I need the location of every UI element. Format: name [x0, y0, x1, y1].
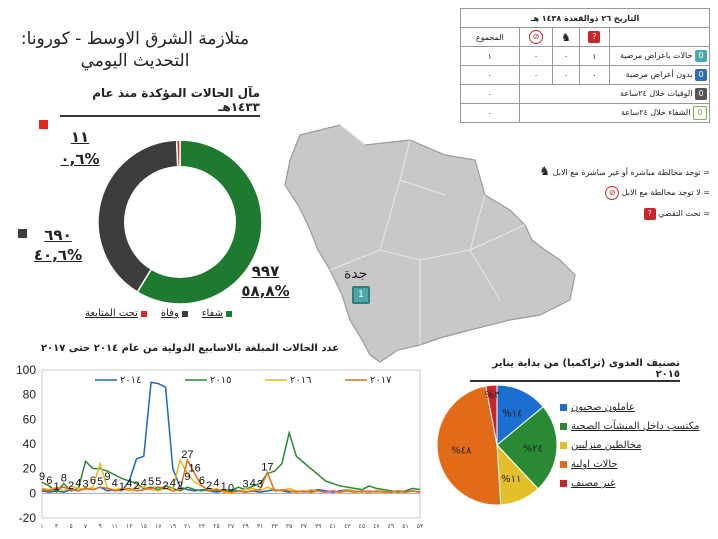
data-label: 17: [261, 461, 274, 474]
pie-label: %١١: [501, 474, 522, 486]
stats-date: التاريخ ٢٦ ذوالقعدة ١٤٣٨ هـ: [461, 9, 710, 28]
stats-table: [460, 8, 710, 123]
followup-pct: %٠,٦: [60, 150, 100, 168]
death-count: ٦٩٠: [44, 226, 72, 244]
data-label: 2: [206, 479, 213, 492]
data-label: 3: [257, 478, 264, 491]
data-label: 2: [162, 479, 169, 492]
title-line-2: التحديث اليومي: [80, 51, 190, 71]
pie-label: %٢٤: [522, 443, 544, 455]
table-row: 0 بدون أعراض مرضية ٠ ٠ ٠ ٠: [461, 66, 710, 85]
data-label: 5: [155, 476, 162, 489]
donut-title: مآل الحالات المؤكدة منذ عام ١٤٣٣هـ: [60, 86, 260, 117]
x-tick-label: ٣٩: [315, 523, 322, 530]
pie-chart: [432, 380, 562, 510]
key-investigation: = تحت التقصي ?: [470, 208, 710, 220]
table-row: 0 حالات باعراض مرضية ١ ٠ ٠ ١: [461, 47, 710, 66]
x-tick-label: ٤٥: [358, 523, 366, 530]
x-tick-label: ٣١: [256, 523, 264, 530]
death-pct: %٤٠,٦: [33, 246, 83, 264]
camel-icon: ♞: [539, 164, 551, 178]
pie-legend-item: [560, 455, 715, 474]
pie-legend-label: عاملون صحيون: [571, 402, 635, 413]
plot-frame: [42, 370, 420, 518]
title-line-1: متلازمة الشرق الاوسط - كورونا:: [20, 29, 250, 49]
map-shape: [285, 125, 575, 362]
data-label: 2: [133, 479, 140, 492]
pie-legend-swatch: [560, 404, 567, 411]
data-label: 2: [68, 479, 75, 492]
x-tick-label: ٤٩: [387, 523, 395, 530]
x-tick-label: ٥: [69, 523, 73, 530]
map-city-label: جدة: [344, 266, 368, 282]
x-tick-label: ٣٥: [285, 523, 293, 530]
y-tick-label: 0: [29, 486, 36, 501]
legend-label-1: ٢٠١٥: [210, 375, 232, 386]
legend-label-3: ٢٠١٧: [370, 375, 392, 386]
key-nocamel: = لا توجد مخالطة مع الابل ⊘: [470, 186, 710, 200]
table-row: 0 الوفيات خلال ٢٤ساعة ٠: [461, 85, 710, 104]
pie-title: تصنيف العدوى (تراكميا) من بداية يناير ٢٠١٥: [470, 358, 680, 382]
x-tick-label: ٤١: [329, 523, 336, 530]
legend-death: وفاة: [161, 308, 188, 319]
y-tick-label: 100: [15, 363, 36, 377]
x-tick-label: ٢٥: [213, 523, 220, 530]
x-tick-label: ٢١: [184, 523, 191, 530]
recovered-count: ٩٩٧: [251, 262, 280, 280]
question-icon: ?: [644, 208, 656, 220]
y-tick-label: 20: [22, 461, 36, 476]
data-label: 16: [188, 462, 201, 475]
x-tick-label: ٣٧: [300, 523, 307, 530]
pie-legend-swatch: [560, 480, 567, 487]
x-tick-label: ١٩: [169, 523, 177, 530]
legend-recovered: شفاء: [202, 308, 232, 319]
x-tick-label: ٢٩: [242, 523, 249, 530]
x-tick-label: ٤٧: [373, 523, 380, 530]
x-tick-label: ٢٧: [227, 523, 235, 530]
pie-legend-item: [560, 474, 715, 493]
x-tick-label: ٩: [98, 523, 102, 530]
pie-legend-item: [560, 417, 715, 436]
data-label: 4: [111, 477, 118, 490]
x-tick-label: ١١: [111, 523, 118, 530]
y-tick-label: 60: [22, 412, 36, 427]
pie-legend-label: مكتسب داخل المنشآت الصحية: [571, 421, 700, 432]
recovered-pct: %٥٨,٨: [241, 282, 290, 300]
data-label: 8: [60, 472, 67, 485]
donut-legend: [85, 308, 232, 319]
data-label: 4: [140, 477, 147, 490]
x-tick-label: ١: [40, 523, 44, 530]
key-camel: = توجد مخالطة مباشرة أو غير مباشرة مع الابل ♞: [539, 164, 710, 178]
data-label: 5: [97, 476, 104, 489]
y-tick-label: 40: [22, 437, 36, 451]
data-label: 1: [118, 481, 126, 494]
x-tick-label: ٥١: [402, 523, 409, 530]
pie-legend-label: مخالطين منزليين: [571, 440, 642, 451]
pie-label: %٣: [484, 390, 500, 402]
data-label: 2: [177, 479, 184, 492]
data-label: 9: [184, 471, 191, 484]
pie-legend-label: حالات اولية: [571, 459, 618, 470]
data-label: 6: [89, 474, 96, 487]
y-tick-label: 80: [22, 387, 36, 402]
data-label: 3: [242, 478, 249, 491]
data-label: 6: [46, 474, 53, 487]
x-tick-label: ٥٣: [416, 523, 424, 530]
pie-legend-label: غير مصنف: [571, 478, 616, 489]
pie-legend-item: [560, 398, 715, 417]
col-nocamel-icon: ⊘: [519, 28, 553, 47]
data-label: 3: [82, 478, 89, 491]
pie-legend-swatch: [560, 442, 567, 449]
line-chart: [0, 360, 430, 535]
data-label: 5: [147, 476, 155, 489]
x-tick-label: ١٧: [155, 523, 162, 530]
data-label: 1: [53, 481, 60, 494]
x-tick-label: ٧: [83, 523, 88, 530]
pie-legend-item: [560, 436, 715, 455]
data-label: 1: [220, 481, 227, 494]
followup-count: ١١: [70, 128, 90, 146]
x-tick-label: ١٣: [126, 523, 133, 530]
legend-label-0: ٢٠١٤: [120, 375, 142, 386]
data-label: 4: [213, 477, 220, 490]
data-label: 0: [227, 482, 235, 495]
data-label: 4: [126, 477, 133, 490]
legend-label-2: ٢٠١٦: [290, 375, 312, 386]
death-swatch: [18, 229, 27, 238]
data-label: 9: [38, 471, 46, 484]
pie-label: %١٤: [502, 408, 523, 420]
saudi-map: [270, 100, 600, 370]
map-marker: 1: [352, 286, 370, 304]
pie-label: %٤٨: [451, 445, 472, 457]
data-label: 4: [249, 477, 256, 490]
col-camel-icon: ♞: [553, 28, 579, 47]
data-label: 6: [198, 474, 205, 487]
pie-legend: [560, 398, 715, 493]
x-tick-label: ٣٣: [271, 523, 278, 530]
data-label: 9: [104, 471, 111, 484]
y-tick-label: -20: [18, 511, 36, 525]
no-camel-icon: ⊘: [605, 186, 619, 200]
data-label: 27: [181, 449, 194, 462]
pie-legend-swatch: [560, 423, 567, 430]
col-total: المجموع: [461, 28, 520, 47]
page-title: [10, 28, 260, 72]
x-tick-label: ١٥: [140, 523, 147, 530]
x-tick-label: ٢٣: [198, 523, 206, 530]
recovered-swatch: [222, 265, 231, 274]
data-label: 4: [75, 477, 82, 490]
x-tick-label: ٣: [54, 523, 59, 530]
pie-legend-swatch: [560, 461, 567, 468]
x-tick-label: ٤٣: [344, 523, 351, 530]
table-row: 0 الشفاء خلال ٢٤ساعة ٠: [461, 104, 710, 123]
followup-swatch: [39, 120, 48, 129]
data-label: 4: [169, 477, 176, 490]
line-chart-title: عدد الحالات المبلغة بالاسابيع الدولية من عام ٢٠١٤ حتى ٢٠١٧: [40, 343, 340, 354]
col-investigation-icon: ?: [579, 28, 609, 47]
legend-followup: تحت المتابعة: [85, 308, 147, 319]
